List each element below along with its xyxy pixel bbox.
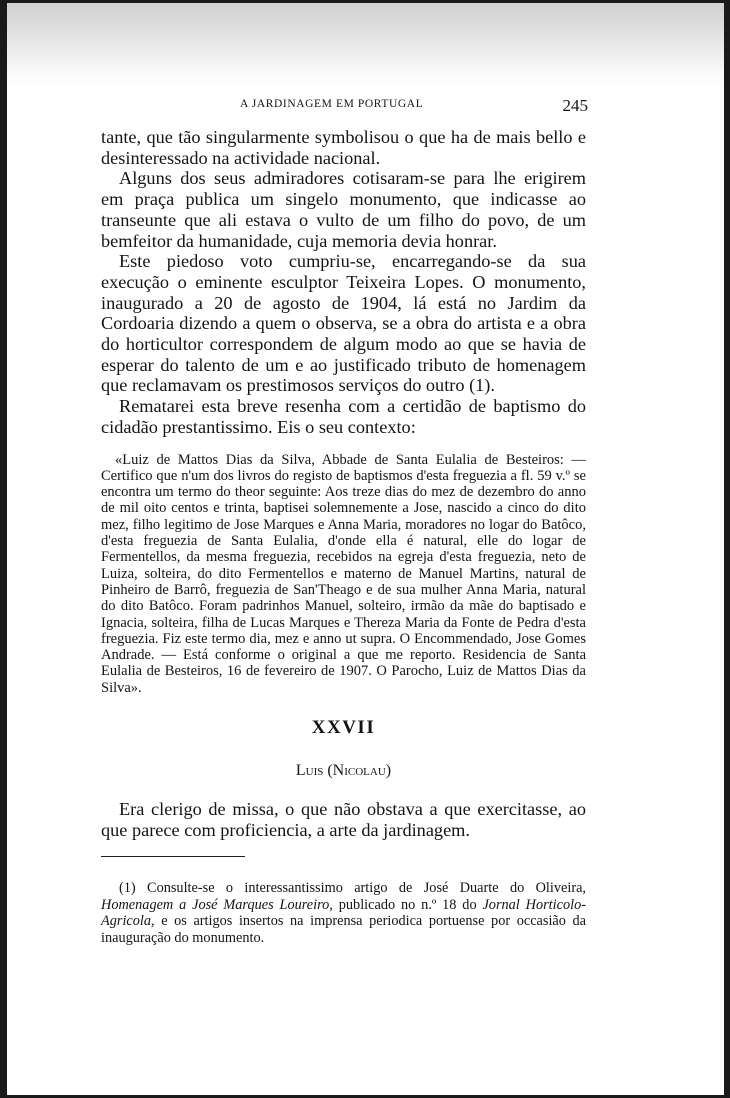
baptism-certificate-quote: «Luiz de Mattos Dias da Silva, Abbade de Santa Eulalia de Besteiros: — Certifico que n'um dos livros do registo de baptismos d'esta freguezia a fl. 59 v.º se encontra um termo do theor seguinte: Aos treze dias do mez de dezembro do anno de mil oito centos e trinta, baptisei solemnemente a Jose, nascido a cinco do dito mez, filho legitimo de Jose Marques e Anna Maria, moradores no logar do Batôco, d'esta freguezia de Santa Eulalia, d'onde ella é natural, elle do logar de Fermentellos, da mesma freguezia, recebidos na egreja d'esta freguezia, neto de Luiza, solteira, do dito Fermentellos e materno de Manuel Martins, natural de Pinheiro de Barrô, freguezia de San'Theago e de sua mulher Anna Maria, natural do dito Batôco. Foram padrinhos Manuel, solteiro, irmão da mãe do baptisado e Ignacia, solteira, filha de Lucas Marques e Thereza Maria da Fonte de Pedra d'esta freguezia. Fiz este termo dia, mez e anno ut supra. O Encommendado, Jose Gomes Andrade. — Está conforme o original a que me reporto. Residencia de Santa Eulalia de Besteiros, 16 de fevereiro de 1907. O Parocho, Luiz de Mattos Dias da Silva». bbox=[101, 451, 586, 696]
paragraph-baptism-intro: Rematarei esta breve resenha com a certidão de baptismo do cidadão prestantissimo. Eis o seu contexto: bbox=[101, 396, 586, 437]
paragraph-monument: Este piedoso voto cumpriu-se, encarregando-se da sua execução o eminente esculptor Teixeira Lopes. O monumento, inaugurado a 20 de agosto de 1904, lá está no Jardim da Cordoaria dizendo a quem o observa, se a obra do artista e a obra do horticultor correspondem de algum modo ao que se havia de esperar do talento de um e ao justificado tributo de homenagem que reclamavam os prestimosos serviços do outro (1). bbox=[101, 251, 586, 396]
chapter-heading: Luis (Nicolau) bbox=[295, 762, 392, 779]
running-title: A JARDINAGEM EM PORTUGAL bbox=[240, 98, 424, 110]
footnote-divider bbox=[101, 856, 245, 857]
page-number: 245 bbox=[562, 96, 588, 115]
footnote-journal-title: Jornal Horticolo-Agricola, bbox=[101, 896, 586, 929]
paragraph-continued: tante, que tão singularmente symbolisou o que ha de mais bello e desinteressado na actividade nacional. bbox=[101, 127, 586, 168]
chapter-number: XXVII bbox=[311, 717, 376, 738]
paragraph-admirers: Alguns dos seus admiradores cotisaram-se para lhe erigirem em praça publica um singelo monumento, que indicasse ao transeunte que ali estava o vulto de um filho do povo, de um bemfeitor da humanidade, cuja memoria devia honrar. bbox=[101, 168, 586, 251]
footnote bbox=[101, 880, 586, 946]
footnote-text-middle: publicado no n.º 18 do bbox=[338, 896, 477, 913]
footnote-text-after: e os artigos insertos na imprensa periodica portuense por occasião da inauguração do monumento. bbox=[101, 913, 586, 946]
running-header bbox=[100, 96, 590, 118]
footnote-marker: (1) bbox=[119, 880, 136, 896]
scan-shadow bbox=[7, 3, 724, 93]
footnote-text-before: Consulte-se o interessantissimo artigo de José Duarte do Oliveira, bbox=[147, 880, 586, 896]
footnote-article-title: Homenagem a José Marques Loureiro, bbox=[101, 896, 333, 913]
chapter-paragraph: Era clerigo de missa, o que não obstava a que exercitasse, ao que parece com proficiencia, a arte da jardinagem. bbox=[101, 799, 586, 840]
page-body bbox=[101, 127, 586, 946]
